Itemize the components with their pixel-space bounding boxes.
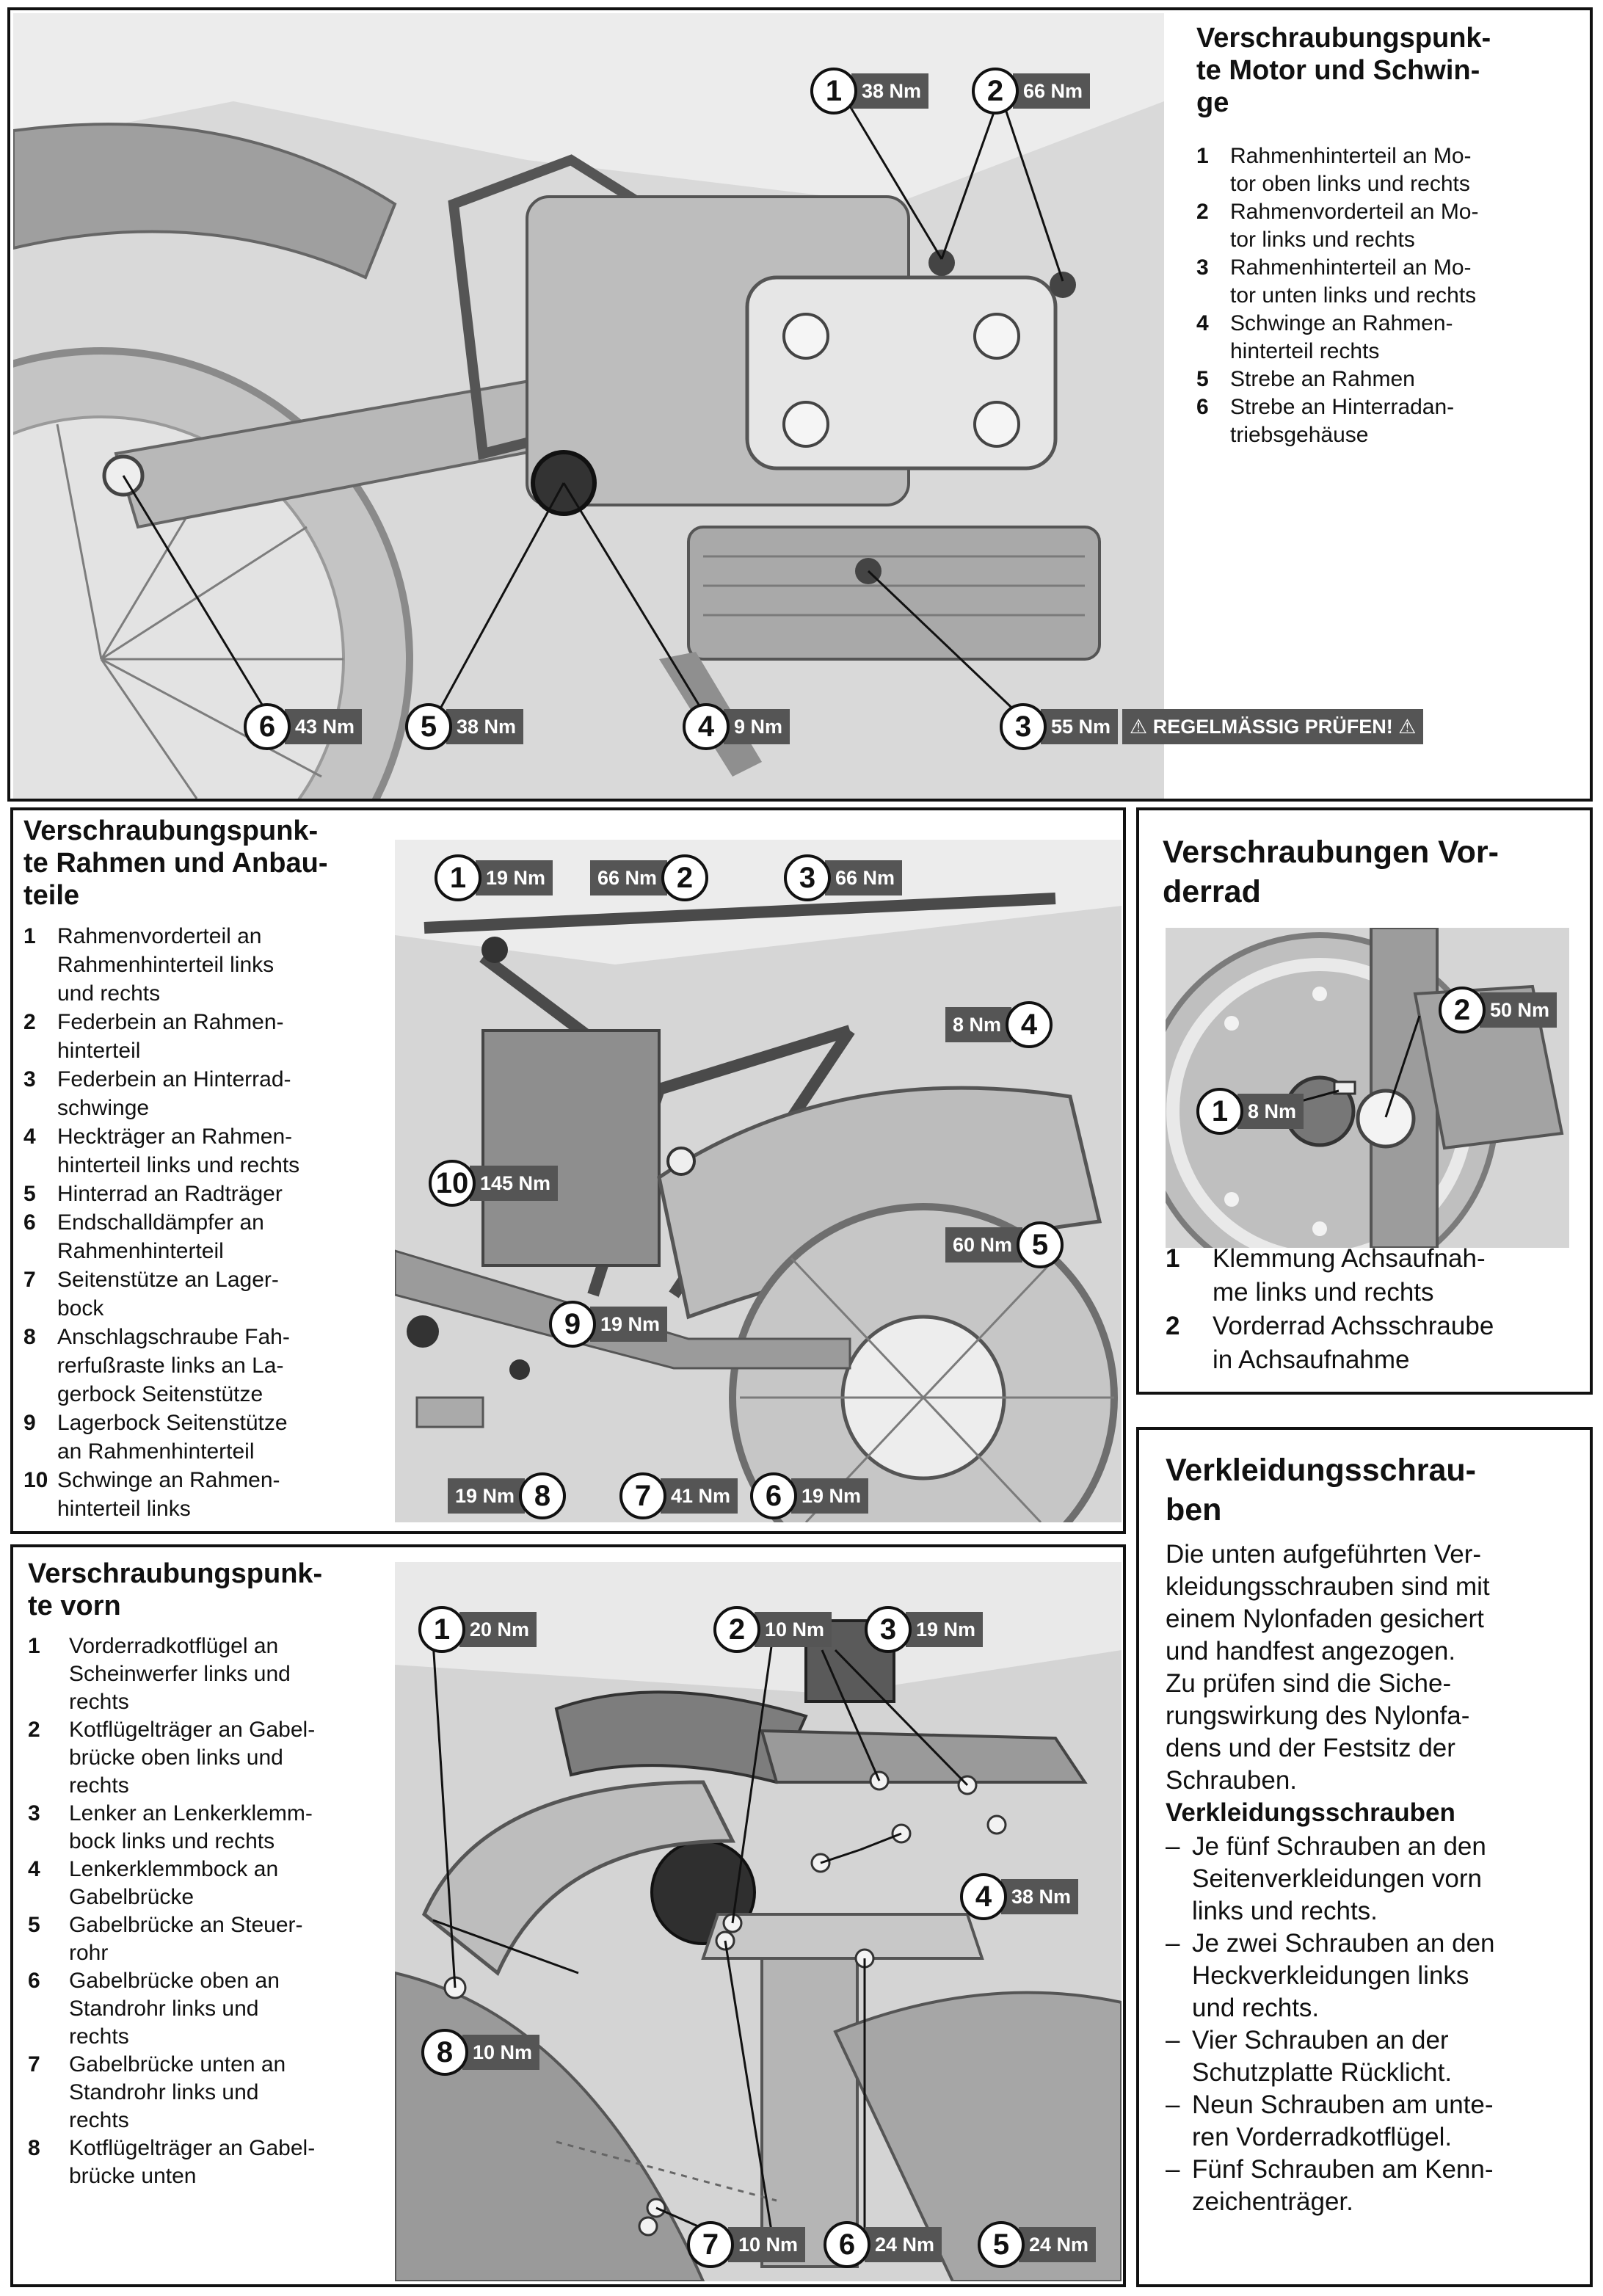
callout-4: 4 38 Nm <box>960 1873 1078 1920</box>
list-item: 9 Lagerbock Seitenstütze an Rahmenhinterteil <box>23 1411 288 1464</box>
list-item: 6 Endschalldämpfer an Rahmenhinterteil <box>23 1210 264 1263</box>
callout-7: 7 10 Nm <box>687 2221 805 2268</box>
list-item: 6 Gabelbrücke oben an Standrohr links und rechts <box>28 1969 280 2049</box>
list-item: 1 Vorderradkotflügel an Scheinwerfer links und rechts <box>28 1634 291 1714</box>
callout-1: 1 19 Nm <box>435 854 553 901</box>
callout-2: 2 50 Nm <box>1439 987 1557 1033</box>
section4-list <box>28 1632 380 2190</box>
callout-5: 60 Nm 5 <box>945 1221 1064 1268</box>
section-fairing-screws <box>1136 1427 1593 2287</box>
list-item: – Fünf Schrauben am Kenn- zeichenträger. <box>1166 2155 1494 2216</box>
section-front-wheel <box>1136 807 1593 1395</box>
list-item: 4 Schwinge an Rahmen- hinterteil rechts <box>1196 311 1453 363</box>
list-item: – Vier Schrauben an der Schutzplatte Rücklicht. <box>1166 2026 1453 2087</box>
fairing-intro: Die unten aufgeführten Ver- kleidungsschrauben sind mit einem Nylonfaden gesichert und handfest angezogen. Zu prüfen sind die Siche- rungswirkung des Nylonfa- dens und der Festsitz der Schrauben. <box>1166 1540 1490 1795</box>
list-item: – Je zwei Schrauben an den Heckverkleidungen links und rechts. <box>1166 1929 1495 2022</box>
section2-title: Verschraubungspunk- te Rahmen und Anbau- teile <box>23 815 328 911</box>
callout-5: 5 24 Nm <box>978 2221 1096 2268</box>
front-illustration <box>395 1562 1122 2281</box>
list-item: 2 Rahmenvorderteil an Mo- tor links und rechts <box>1196 200 1479 252</box>
callout-9: 9 19 Nm <box>549 1301 667 1348</box>
callout-6: 6 43 Nm <box>244 703 362 750</box>
callout-1: 1 8 Nm <box>1196 1088 1304 1135</box>
section1-list <box>1196 142 1593 449</box>
engine-swingarm-illustration <box>13 13 1164 799</box>
callout-2: 2 66 Nm <box>972 68 1090 115</box>
fairing-subtitle: Verkleidungsschrauben <box>1166 1798 1455 1827</box>
list-item: – Je fünf Schrauben an den Seitenverkleidungen vorn links und rechts. <box>1166 1832 1486 1925</box>
section3-list <box>1166 1242 1584 1377</box>
list-item: 6 Strebe an Hinterradan- triebsgehäuse <box>1196 395 1455 447</box>
section5-title: Verkleidungsschrau- ben <box>1166 1453 1476 1527</box>
list-item: 5 Gabelbrücke an Steuer- rohr <box>28 1913 303 1965</box>
section3-title: Verschraubungen Vor- derrad <box>1163 835 1499 909</box>
callout-3: 3 55 Nm ⚠ REGELMÄSSIG PRÜFEN! ⚠ <box>1000 703 1423 750</box>
callout-2: 66 Nm 2 <box>590 854 708 901</box>
section-front <box>10 1544 1126 2287</box>
fairing-bullets <box>1166 1831 1584 2218</box>
list-item: 1 Klemmung Achsaufnah- me links und rechts <box>1166 1244 1486 1307</box>
callout-6: 6 24 Nm <box>824 2221 942 2268</box>
callout-7: 7 41 Nm <box>619 1472 738 1519</box>
callout-1: 1 38 Nm <box>810 68 928 115</box>
warning-label: ⚠ REGELMÄSSIG PRÜFEN! ⚠ <box>1122 709 1423 744</box>
list-item: 8 Anschlagschraube Fah- rerfußraste links an La- gerbock Seitenstütze <box>23 1325 290 1406</box>
callout-6: 6 19 Nm <box>750 1472 868 1519</box>
callout-5: 5 38 Nm <box>405 703 523 750</box>
list-item: 5 Strebe an Rahmen <box>1196 367 1415 391</box>
list-item: – Neun Schrauben am unte- ren Vorderradkotflügel. <box>1166 2090 1494 2151</box>
callout-8: 8 10 Nm <box>421 2029 539 2076</box>
list-item: 10 Schwinge an Rahmen- hinterteil links <box>23 1468 280 1521</box>
list-item: 2 Federbein an Rahmen- hinterteil <box>23 1010 284 1063</box>
list-item: 4 Lenkerklemmbock an Gabelbrücke <box>28 1857 279 1909</box>
list-item: 7 Seitenstütze an Lager- bock <box>23 1268 279 1320</box>
list-item: 1 Rahmenvorderteil an Rahmenhinterteil links und rechts <box>23 924 275 1006</box>
section-engine-swingarm <box>7 7 1593 802</box>
callout-3: 3 19 Nm <box>865 1606 983 1653</box>
list-item: 1 Rahmenhinterteil an Mo- tor oben links und rechts <box>1196 144 1472 196</box>
callout-10: 10 145 Nm <box>429 1160 558 1207</box>
callout-8: 19 Nm 8 <box>448 1472 566 1519</box>
section2-list <box>23 922 390 1523</box>
section-frame-attachments <box>10 807 1126 1534</box>
callout-4: 8 Nm 4 <box>945 1001 1053 1048</box>
section1-title: Verschraubungspunk- te Motor und Schwin- ge <box>1196 23 1491 118</box>
list-item: 2 Vorderrad Achsschraube in Achsaufnahme <box>1166 1312 1494 1374</box>
list-item: 5 Hinterrad an Radträger <box>23 1182 283 1206</box>
list-item: 4 Heckträger an Rahmen- hinterteil links und rechts <box>23 1125 300 1177</box>
callout-3: 3 66 Nm <box>784 854 902 901</box>
callout-1: 1 20 Nm <box>418 1606 537 1653</box>
list-item: 8 Kotflügelträger an Gabel- brücke unten <box>28 2136 316 2188</box>
callout-2: 2 10 Nm <box>713 1606 832 1653</box>
callout-4: 4 9 Nm <box>683 703 790 750</box>
list-item: 3 Federbein an Hinterrad- schwinge <box>23 1067 291 1120</box>
list-item: 3 Lenker an Lenkerklemm- bock links und rechts <box>28 1801 313 1853</box>
list-item: 2 Kotflügelträger an Gabel- brücke oben links und rechts <box>28 1718 316 1798</box>
list-item: 7 Gabelbrücke unten an Standrohr links und rechts <box>28 2052 286 2132</box>
section4-title: Verschraubungspunk- te vorn <box>28 1558 323 1621</box>
list-item: 3 Rahmenhinterteil an Mo- tor unten links und rechts <box>1196 255 1477 308</box>
